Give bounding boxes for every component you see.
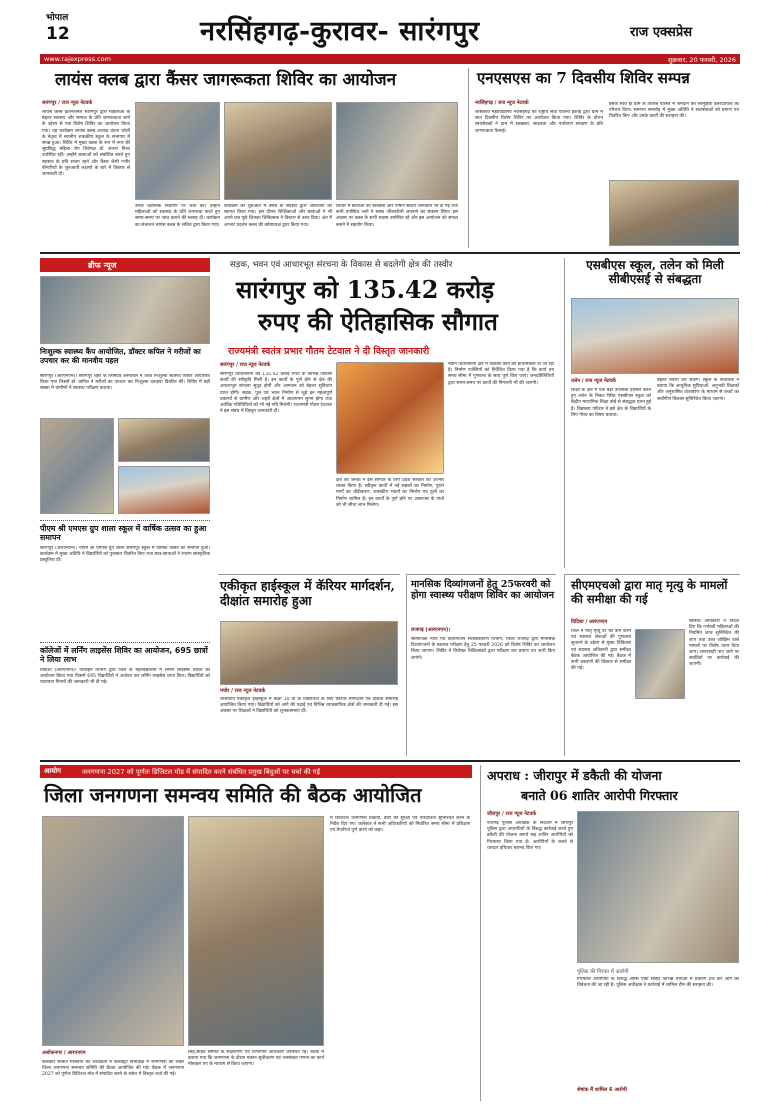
career-byline: पचोर / राज न्यूज नेटवर्क (220, 688, 266, 694)
paper-name: राज एक्सप्रेस (630, 25, 693, 40)
sbs-headline: एसबीएस स्कूल, तलेन को मिली सीबीएसई से संबद्धता (586, 258, 724, 287)
disabled-camp-byline: राजगढ़ (आरएनएन)। (411, 627, 451, 633)
issue-date: शुक्रवार, 20 फरवरी, 2026 (667, 56, 736, 64)
divider (40, 760, 740, 762)
lead-col4: नवीन विधानसभा क्षेत्र में विकास कार्य को प्राथमिकता दी जा रही है। निर्माण एजेंसियों को निर्देशित किया गया है कि कार्य तय समय सीमा में गुणवत्ता के साथ पूर्ण किए जाएं। जनप्रतिनिधियों द्वारा समय-समय पर कार्यों की निगरानी भी की जाएगी। (448, 362, 554, 386)
brief-headline-2: पीएम श्री एमएस ग्रुप शाला स्कूल में वार्षिक उत्सव का हुआ समापन (40, 524, 207, 543)
census-banner (40, 765, 472, 778)
brief-separator (40, 520, 210, 521)
census-banner-text: जनगणना 2027 को पूर्णतः डिजिटल मोड में संपादित करने संबंधित प्रमुख बिंदुओं पर चर्चा की गई (82, 768, 320, 776)
lions-byline: सारंगपुर / राज न्यूज नेटवर्क (42, 100, 93, 106)
disabled-camp-body: सामाजिक न्याय एवं दिव्यांगजन सशक्तिकरण विभाग, जिला राजगढ़ द्वारा मानसिक दिव्यांगजनों के स्वास्थ्य परीक्षण हेतु 25 फरवरी 2026 को विशेष शिविर का आयोजन किया जाएगा। शिविर में विशेषज्ञ चिकित्सकों द्वारा परीक्षण कर प्रमाण पत्र जारी किए जाएंगे। (411, 637, 555, 661)
sbs-story (564, 258, 740, 568)
brief-body-3: विदिशा (आरएनएन)। परिवहन विभाग द्वारा जिले के महाविद्यालयों में लर्निंग लाइसेंस शिविर का आयोजन किया गया जिसमें 695 विद्यार्थियों ने आवेदन कर लर्निंग लाइसेंस प्राप्त किए। विद्यार्थियों को यातायात नियमों की जानकारी भी दी गई। (40, 668, 210, 686)
disabled-camp-story (406, 574, 556, 756)
lions-photo-1 (135, 102, 220, 200)
sbs-col2: बेहतर तैयारी कर सकेंगे। स्कूल के संचालक ने बताया कि आधुनिक सुविधाओं, अनुभवी शिक्षकों और अनुशासित वातावरण के माध्यम से बच्चों का सर्वांगीण विकास सुनिश्चित किया जाएगा। (657, 378, 739, 402)
lions-photo-3 (336, 102, 458, 200)
crime-continued: शेषांक मैं शामिल 6 आरोपी (577, 1087, 627, 1093)
lead-minister-photo (336, 362, 444, 474)
career-headline: एकीकृत हाईस्कूल में कॅरियर मार्गदर्शन, दीक्षांत समारोह हुआ (220, 578, 395, 608)
lions-col4: शिविर में छात्राओं को स्वच्छता और पोषण संबंधी जानकारी भी दी गई तथा सभी उपस्थित जनों ने स्वस्थ जीवनशैली अपनाने का संकल्प लिया। इस अवसर पर क्लब के सभी सदस्य उपस्थित रहे और इस आयोजन को सफल बनाने में सहयोग किया। (336, 204, 458, 228)
crime-story (480, 765, 740, 1101)
lead-story (218, 258, 556, 568)
crime-byline: जीरापुर / राज न्यूज नेटवर्क (487, 811, 537, 817)
sbs-byline: तलेन / राज न्यूज नेटवर्क (571, 378, 616, 384)
crime-col2: गिरफ्तार आरोपियों के विरुद्ध आर्म्स एक्ट सहित विभिन्न धाराओं में प्रकरण दर्ज कर आगे की विवेचना की जा रही है। पुलिस अधीक्षक ने कार्रवाई में शामिल टीम की सराहना की। (577, 977, 739, 989)
nss-photo (609, 180, 739, 246)
lead-headline-line2: रुपए की ऐतिहासिक सौगात (258, 307, 498, 336)
lions-col2: उनके वैज्ञानिक निवारण पर चर्चा की। उन्होंने महिलाओं को स्वास्थ्य के प्रति जागरूक करते हुए समय-समय पर जांच कराने की सलाह दी। कार्यक्रम का संचालन लायंस क्लब के सचिव द्वारा किया गया। (135, 204, 220, 228)
nss-col2: इसके साथ ही ग्राम के तालाब परिसर में श्रमदान कर सामूहिक उत्तरदायित्व का परिचय दिया। समापन समारोह में मुख्य अतिथि ने स्वयंसेवकों को प्रमाण पत्र वितरित किए और उनके कार्यों की सराहना की। (609, 102, 739, 120)
census-col2: सिंह,सहित समिति के सदस्यगण एवं विभागीय अधिकारी उपस्थित रहे। बैठक में बताया गया कि जनगणना के दौरान मकान सूचीकरण एवं जनसंख्या गणना का कार्य मोबाइल एप के माध्यम से किया जाएगा। (188, 1050, 324, 1068)
page-number: 12 (46, 24, 70, 44)
lead-headline-line1: सारंगपुर को 135.42 करोड़ (236, 275, 495, 304)
page-title: नरसिंहगढ़-कुरावर- सारंगपुर (200, 16, 480, 47)
lead-subhead: राज्यमंत्री स्वतंत्र प्रभार गौतम टेटवाल ने दी विस्तृत जानकारी (228, 346, 430, 357)
brief-headline-1: निःशुल्क स्वास्थ्य कैंप आयोजित, डॉक्टर कपिल ने मरीजों का उपचार कर की मानवीय पहल (40, 347, 201, 365)
census-tag: आयोग (44, 767, 61, 775)
cmho-col1: जिले में मातृ मृत्यु दर को कम करने एवं स्वास्थ्य सेवाओं की गुणवत्ता सुधारने के उद्देश्य से मुख्य चिकित्सा एवं स्वास्थ्य अधिकारी द्वारा समीक्षा बैठक आयोजित की गई। बैठक में सभी प्रकरणों की विस्तार से समीक्षा की गई। (571, 629, 631, 672)
masthead-strip (40, 54, 740, 64)
crime-headline-line1: अपराध : जीरापुर में डकैती की योजना (487, 768, 662, 783)
brief-news-label-bar (40, 258, 210, 272)
brief-body-1: सारंगपुर (आरएनएन)। सारंगपुर शहर के लिमिटेड अस्पताल में आज निःशुल्क स्वास्थ्य शिविर आयोजित किया गया जिसमें डॉ. कपिल ने मरीजों का उपचार कर निःशुल्क दवाइयां वितरित कीं। शिविर में बड़ी संख्या में ग्रामीणों ने स्वास्थ्य परीक्षण कराया। (40, 374, 210, 392)
brief-news (40, 258, 210, 756)
crime-headline-line2: बनाते 06 शातिर आरोपी गिरफ्तार (521, 788, 678, 803)
lead-col3: क्षेत्र की जनता ने इस सौगात के लिए प्रदेश सरकार का आभार व्यक्त किया है। स्वीकृत कार्यों में नई सड़कों का निर्माण, पुराने मार्गों का चौड़ीकरण, शासकीय भवनों का निर्माण एवं पुलों का निर्माण शामिल है। इन कार्यों के पूर्ण होने पर आसपास के गांवों को भी सीधा लाभ मिलेगा। (336, 478, 444, 508)
disabled-camp-headline: मानसिक दिव्यांगजनों हेतु 25फरवरी को होगा स्वास्थ्य परीक्षण शिविर का आयोजन (411, 579, 555, 602)
nss-byline: नरसिंहगढ़ / राज न्यूज नेटवर्क (475, 100, 529, 106)
brief-photo-4 (118, 466, 210, 514)
career-story (218, 574, 400, 756)
crime-photo (577, 811, 739, 963)
brief-photo-2 (40, 418, 114, 514)
career-body: शासकीय एकीकृत हाईस्कूल में कक्षा 10 वीं के विद्यार्थियों के लिए कॅरियर मार्गदर्शन एवं दीक्षांत समारोह आयोजित किया गया। विद्यार्थियों को आगे की पढ़ाई एवं विभिन्न व्यावसायिक क्षेत्रों की जानकारी दी गई। इस अवसर पर शिक्षकों ने विद्यार्थियों को शुभकामनाएं दीं। (220, 697, 398, 715)
crime-col1: राजगढ़ पुलिस अधीक्षक के निर्देशन में जीरापुर पुलिस द्वारा अपराधियों के विरुद्ध कार्रवाई करते हुए डकैती की योजना बनाते छह शातिर आरोपियों को गिरफ्तार किया गया है। आरोपियों के कब्जे से धारदार हथियार बरामद किए गए। (487, 821, 573, 851)
crime-photo-caption: पुलिस की गिरफ्त में आरोपी (577, 969, 629, 975)
cmho-headline: सीएमएचओ द्वारा मातृ मृत्यु के मामलों की समीक्षा की गई (571, 578, 728, 606)
census-story (40, 782, 472, 1100)
brief-photo-1 (40, 276, 210, 344)
census-headline: जिला जनगणना समन्वय समिति की बैठक आयोजित (44, 783, 422, 807)
lions-col3: कार्यक्रम की शुरुआत में क्लब के सदस्यों द्वारा अतिथियों का स्वागत किया गया। इस दौरान शिक्षिकाओं और छात्राओं ने भी अपने प्रश्न पूछे जिनका चिकित्सक ने विस्तार से उत्तर दिया। अंत में आभार प्रदर्शन क्लब की कोषाध्यक्ष द्वारा किया गया। (224, 204, 332, 228)
lead-byline: सारंगपुर / राज न्यूज नेटवर्क (220, 362, 271, 368)
brief-news-label: ब्रीफ न्यूज (88, 261, 117, 270)
nss-story (468, 68, 740, 248)
brief-separator (40, 642, 210, 643)
lead-col1: सारंगपुर विधानसभा को 135.42 करोड़ रुपये के विभिन्न विकास कार्यों की स्वीकृति मिली है। इन कार्यों के पूर्ण होने से क्षेत्र की आधारभूत संरचना सुदृढ़ होगी और आमजन को बेहतर सुविधाएं प्राप्त होंगी। सड़क, पुल एवं भवन निर्माण से जुड़े इन महत्वपूर्ण प्रकल्पों से ग्रामीण और शहरी क्षेत्रों में आवागमन सुगम होगा तथा आर्थिक गतिविधियों को भी नई गति मिलेगी। राज्यमंत्री गौतम टेटवाल ने इस संबंध में विस्तृत जानकारी दी। (220, 372, 332, 415)
brief-photo-3 (118, 418, 210, 462)
cmho-col3: स्वास्थ्य अधिकारी ने निर्देश दिए कि गर्भवती महिलाओं की नियमित जांच सुनिश्चित की जाए तथा उच्च जोखिम वाले मामलों पर विशेष ध्यान दिया जाए। लापरवाही पाए जाने पर संबंधितों पर कार्रवाई की जाएगी। (689, 619, 739, 668)
census-col1: कलेक्टर साकेत मालवीय की अध्यक्षता में कलेक्ट्रेट सभाकक्ष में जनगणना को लेकर जिला जनगणना समन्वय समिति की बैठक आयोजित की गई। बैठक में जनगणना 2027 को पूर्णतः डिजिटल मोड में संपादित करने के संबंध में विस्तृत चर्चा की गई। (42, 1060, 184, 1078)
cmho-story (564, 574, 740, 756)
lions-headline: लायंस क्लब द्वारा कैंसर जागरूकता शिविर का आयोजन (55, 70, 397, 90)
divider (40, 252, 740, 254)
lions-photo-2 (224, 102, 332, 200)
brief-headline-3: कॉलेजों में लर्निंग लाइसेंस शिविर का आयोजन, 695 छात्रों ने लिया लाभ (40, 646, 208, 665)
city-label: भोपाल (46, 13, 69, 23)
lead-kicker: सड़क, भवन एवं आधारभूत संरचना के विकास से बदलेगी क्षेत्र की तस्वीर (230, 260, 453, 270)
lions-story (40, 68, 460, 248)
masthead (40, 8, 740, 54)
brief-body-2: सारंगपुर (आरएनएन)। पीएम श्री एमएस ग्रुप शाला सारंगपुर स्कूल में वार्षिक उत्सव का समापन हुआ। कार्यक्रम में मुख्य अतिथि ने विद्यार्थियों को पुरस्कार वितरित किए तथा छात्र-छात्राओं ने रंगारंग सांस्कृतिक प्रस्तुतियां दीं। (40, 546, 210, 564)
census-col3: मे डिजिटल जनगणना प्रक्रिया, डाटा की सुरक्षा एवं पारदर्शिता सुनिश्चित करने के निर्देश दिए गए। कलेक्टर ने सभी अधिकारियों को निर्धारित समय सीमा में प्रशिक्षण एवं तैयारियां पूर्ण करने को कहा। (330, 816, 470, 834)
nss-col1: शासकीय महाविद्यालय नरसिंहगढ़ की राष्ट्रीय सेवा योजना इकाई द्वारा ग्राम में सात दिवसीय विशेष शिविर का आयोजन किया गया। शिविर के दौरान स्वयंसेवकों ने ग्राम में स्वच्छता, साक्षरता और पर्यावरण संरक्षण के प्रति जागरूकता फैलाई। (475, 110, 603, 134)
census-caption: अशोकनगर / आरएनएन (42, 1050, 86, 1056)
website-link[interactable]: www.rajexpress.com (44, 55, 111, 63)
cmho-photo (635, 629, 685, 699)
sbs-photo (571, 298, 739, 374)
sbs-col1: शिक्षा के क्षेत्र में एक बड़ी उपलब्धि हासिल करते हुए तलेन के निकट स्थित एसबीएस स्कूल को केंद्रीय माध्यमिक शिक्षा बोर्ड से संबद्धता प्राप्त हुई है। विद्यालय परिवार ने इसे क्षेत्र के विद्यार्थियों के लिए गौरव का विषय बताया। (571, 388, 651, 418)
lions-col1: लायंस क्लब इंटरनेशनल सारंगपुर द्वारा महिलाओं के बेहतर स्वास्थ्य और समाज के प्रति जागरूकता लाने के उद्देश्य से एक विशेष शिविर का आयोजन किया गया। यह कार्यक्रम लायंस क्लब अध्यक्ष वंदना जोशी के नेतृत्व में स्थानीय शासकीय स्कूल के सभागार में संपन्न हुआ। शिविर में मुख्य वक्ता के रूप में नगर की सुप्रसिद्ध महिला रोग विशेषज्ञ डॉ. सपना मिश्रा उपस्थित रहीं। उन्होंने छात्राओं को संबोधित करते हुए स्वास्थ्य के प्रति सजग रहने और कैंसर जैसी गंभीर बीमारियों के शुरुआती लक्षणों के बारे में विस्तार से जानकारी दी। (42, 110, 130, 178)
census-photo-1 (42, 816, 184, 1046)
cmho-byline: विदिशा / आरएनएन (571, 619, 608, 625)
career-photo (220, 621, 398, 685)
nss-headline: एनएसएस का 7 दिवसीय शिविर सम्पन्न (477, 69, 690, 87)
census-photo-2 (188, 816, 324, 1046)
